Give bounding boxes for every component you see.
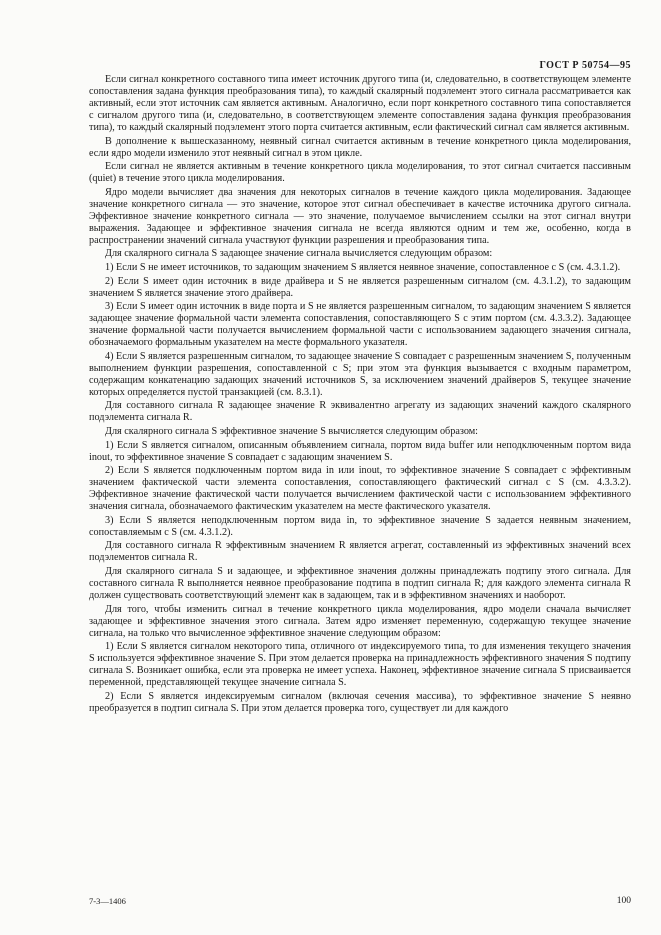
paragraph: Для скалярного сигнала S эффективное значение S вычисляется следующим образом: [105, 425, 478, 437]
paragraph: Если сигнал конкретного составного типа имеет источник другого типа (и, следовательно, в соответствующем элементе сопоставления задана функция преобразования типа), то каждый скалярный подэлемент этого сигнала рассматривается как активный, если этот источник сам является активным. Аналогично, если порт конкретного составного типа сопоставляется с сигналом другого типа (и, следовательно, в соответствующем элементе сопоставления задана функция преобразования типа), то каждый скалярный подэлемент этого порта считается активным, если фактический сигнал сам является активным. [89, 74, 631, 133]
paragraph: 2) Если S имеет один источник в виде драйвера и S не является разрешенным сигналом (см. 4.3.1.2), то задающим значением S является значение этого драйвера. [89, 275, 631, 299]
document-body [89, 74, 631, 715]
page-number: 100 [616, 896, 631, 906]
paragraph: Для скалярного сигнала S задающее значение сигнала вычисляется следующим образом: [105, 248, 493, 260]
paragraph: Для составного сигнала R эффективным значением R является агрегат, составленный из эффективных значений всех подэлементов сигнала R. [89, 540, 631, 564]
paragraph: В дополнение к вышесказанному, неявный сигнал считается активным в течение конкретного цикла моделирования, если ядро модели изменило этот неявный сигнал в этом цикле. [89, 135, 631, 159]
paragraph: Если сигнал не является активным в течение конкретного цикла моделирования, то этот сигнал считается пассивным (quiet) в течение этого цикла моделирования. [89, 161, 631, 185]
paragraph: 1) Если S не имеет источников, то задающим значением S является неявное значение, сопоставленное с S (см. 4.3.1.2). [105, 261, 621, 273]
paragraph: Для скалярного сигнала S и задающее, и эффективное значения должны принадлежать подтипу этого сигнала. Для составного сигнала R выполняется неявное преобразование подтипа в подтип сигнала R; для каждого элемента сигнала R должен существовать соответствующий элемент как в задающем, так и в эффективном значениях и наоборот. [89, 565, 631, 601]
paragraph: 1) Если S является сигналом, описанным объявлением сигнала, портом вида buffer или неподключенным портом вида inout, то эффективное значение S совпадает с задающим значением S. [89, 439, 631, 463]
paragraph: Для составного сигнала R задающее значение R эквивалентно агрегату из задающих значений каждого скалярного подэлемента сигнала R. [89, 400, 631, 424]
paragraph: Для того, чтобы изменить сигнал в течение конкретного цикла моделирования, ядро модели сначала вычисляет задающее и эффективное значения этого сигнала. Затем ядро изменяет переменную, содержащую текущее значение сигнала, на только что вычисленное эффективное значение следующим образом: [89, 603, 631, 639]
standard-header: ГОСТ Р 50754—95 [539, 60, 631, 71]
paragraph: Ядро модели вычисляет два значения для некоторых сигналов в течение каждого цикла моделирования. Задающее значение конкретного сигнала — это значение, которое этот сигнал обеспечивает в качестве источника другого сигнала. Эффективное значение конкретного сигнала — это значение, получаемое вычислением ссылки на этот сигнал внутри выражения. Задающее и эффективное значения сигнала не всегда являются одним и тем же, особенно, когда в распространении значений сигнала участвуют функции разрешения и преобразования типа. [89, 186, 631, 246]
paragraph: 3) Если S имеет один источник в виде порта и S не является разрешенным сигналом, то задающим значением S является задающее значение формальной части элемента сопоставления, сопоставляющего S с этим портом (см. 4.3.3.2). Задающее значение формальной части получается вычислением формальной части с использованием задающего значения сигнала, обозначаемого формальным указателем на месте формального указателя. [89, 301, 631, 349]
paragraph: 3) Если S является неподключенным портом вида in, то эффективное значение S задается неявным значением, сопоставляемым с S (см. 4.3.1.2). [89, 514, 631, 538]
paragraph: 4) Если S является разрешенным сигналом, то задающее значение S совпадает с разрешенным значением S, полученным выполнением функции разрешения, сопоставленной с S; при этом эта функция вызывается с входным параметром, содержащим конкатенацию задающих значений источников S, за исключением значений драйверов S, текущее значение которых определяется пустой транзакцией (см. 8.3.1). [89, 350, 631, 398]
paragraph: 2) Если S является индексируемым сигналом (включая сечения массива), то эффективное значение S неявно преобразуется в подтип сигнала S. При этом делается проверка того, существует ли для каждого [89, 690, 631, 714]
paragraph: 1) Если S является сигналом некоторого типа, отличного от индексируемого типа, то для изменения текущего значения S используется эффективное значение S. При этом делается проверка на принадлежность эффективного значения S подтипу сигнала S. Возникает ошибка, если эта проверка не имеет успеха. Наконец, эффективное значение сигнала S присваивается переменной, представляющей текущее значение сигнала S. [89, 641, 631, 689]
footer-print-code: 7-3—1406 [89, 896, 126, 906]
paragraph: 2) Если S является подключенным портом вида in или inout, то эффективное значение S совпадает с эффективным значением фактической части элемента сопоставления, сопоставляющего фактический сигнал с S (см. 4.3.3.2). Эффективное значение фактической части получается вычислением фактической части с использованием эффективного значения сигнала, обозначаемого фактическим указателем на месте фактического указателя. [89, 465, 631, 513]
